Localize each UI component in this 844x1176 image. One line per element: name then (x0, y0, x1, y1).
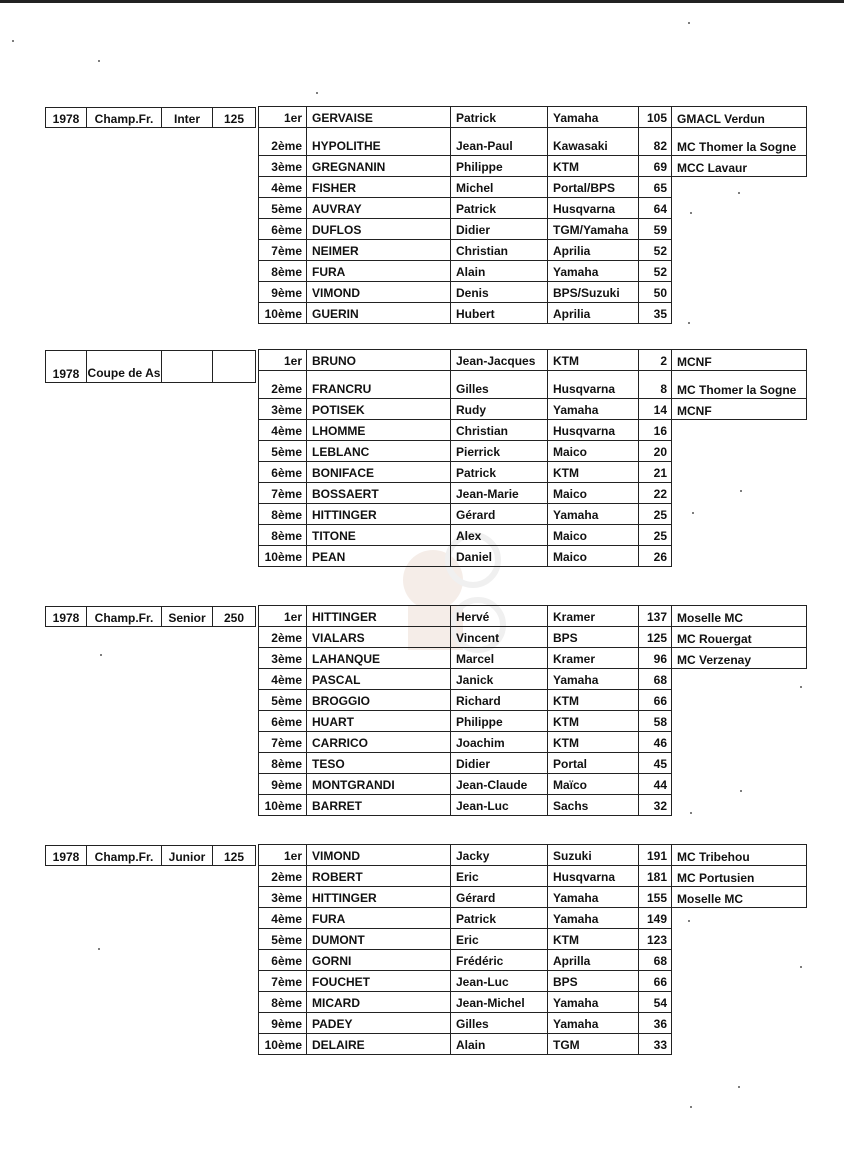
make-cell: Portal/BPS (547, 176, 639, 198)
scan-speck (688, 920, 690, 922)
year-cell: 1978 (45, 107, 87, 128)
scan-speck (800, 966, 802, 968)
points-cell: 50 (638, 281, 672, 303)
first-name-cell: Vincent (450, 626, 548, 648)
points-cell: 58 (638, 710, 672, 732)
table-row (259, 866, 807, 887)
table-row (259, 462, 672, 483)
rank-cell: 4ème (258, 668, 307, 690)
rank-cell: 8ème (258, 524, 307, 546)
rank-cell: 3ème (258, 886, 307, 908)
table-row (259, 1013, 672, 1034)
points-cell: 25 (638, 503, 672, 525)
first-name-cell: Alex (450, 524, 548, 546)
rank-cell: 4ème (258, 907, 307, 929)
points-cell: 64 (638, 197, 672, 219)
make-cell: TGM (547, 1033, 639, 1055)
rank-cell: 10ème (258, 1033, 307, 1055)
last-name-cell: FOUCHET (306, 970, 451, 992)
first-name-cell: Hervé (450, 605, 548, 627)
points-cell: 82 (638, 127, 672, 156)
last-name-cell: DUMONT (306, 928, 451, 950)
last-name-cell: HITTINGER (306, 503, 451, 525)
first-name-cell: Didier (450, 752, 548, 774)
last-name-cell: PASCAL (306, 668, 451, 690)
points-cell: 137 (638, 605, 672, 627)
first-name-cell: Marcel (450, 647, 548, 669)
table-row (259, 627, 807, 648)
first-name-cell: Jean-Claude (450, 773, 548, 795)
points-cell: 35 (638, 302, 672, 324)
table-row (259, 845, 807, 866)
table-row (259, 546, 672, 567)
first-name-cell: Patrick (450, 907, 548, 929)
club-cell: Moselle MC (671, 886, 807, 908)
points-cell: 191 (638, 844, 672, 866)
last-name-cell: LHOMME (306, 419, 451, 441)
rank-cell: 3ème (258, 398, 307, 420)
last-name-cell: TESO (306, 752, 451, 774)
points-cell: 2 (638, 349, 672, 371)
points-cell: 8 (638, 370, 672, 399)
table-row (259, 350, 807, 371)
last-name-cell: FURA (306, 907, 451, 929)
table-row (259, 669, 672, 690)
club-cell: MCNF (671, 349, 807, 371)
last-name-cell: ROBERT (306, 865, 451, 887)
points-cell: 21 (638, 461, 672, 483)
make-cell: KTM (547, 461, 639, 483)
last-name-cell: PADEY (306, 1012, 451, 1034)
rank-cell: 8ème (258, 991, 307, 1013)
last-name-cell: BARRET (306, 794, 451, 816)
first-name-cell: Alain (450, 1033, 548, 1055)
points-cell: 36 (638, 1012, 672, 1034)
points-cell: 96 (638, 647, 672, 669)
rank-cell: 1er (258, 605, 307, 627)
table-row (259, 887, 807, 908)
points-cell: 14 (638, 398, 672, 420)
last-name-cell: CARRICO (306, 731, 451, 753)
rank-cell: 6ème (258, 949, 307, 971)
rank-cell: 2ème (258, 626, 307, 648)
points-cell: 54 (638, 991, 672, 1013)
last-name-cell: VIMOND (306, 281, 451, 303)
make-cell: BPS/Suzuki (547, 281, 639, 303)
make-cell: Aprilia (547, 239, 639, 261)
rank-cell: 5ème (258, 197, 307, 219)
table-row (259, 128, 807, 156)
first-name-cell: Jean-Luc (450, 794, 548, 816)
make-cell: Yamaha (547, 991, 639, 1013)
points-cell: 52 (638, 239, 672, 261)
rank-cell: 8ème (258, 503, 307, 525)
scan-speck (800, 686, 802, 688)
table-row (259, 606, 807, 627)
rank-cell: 3ème (258, 155, 307, 177)
rank-cell: 1er (258, 349, 307, 371)
make-cell: Husqvarna (547, 197, 639, 219)
points-cell: 68 (638, 949, 672, 971)
points-cell: 16 (638, 419, 672, 441)
rank-cell: 7ème (258, 482, 307, 504)
last-name-cell: HYPOLITHE (306, 127, 451, 156)
points-cell: 52 (638, 260, 672, 282)
make-cell: Sachs (547, 794, 639, 816)
first-name-cell: Jean-Marie (450, 482, 548, 504)
last-name-cell: POTISEK (306, 398, 451, 420)
class-cell: 250 (212, 606, 256, 627)
first-name-cell: Jean-Michel (450, 991, 548, 1013)
scan-speck (738, 192, 740, 194)
club-cell: Moselle MC (671, 605, 807, 627)
rank-cell: 4ème (258, 176, 307, 198)
points-cell: 181 (638, 865, 672, 887)
rank-cell: 8ème (258, 260, 307, 282)
last-name-cell: BRUNO (306, 349, 451, 371)
table-row (259, 971, 672, 992)
rank-cell: 5ème (258, 689, 307, 711)
first-name-cell: Gilles (450, 1012, 548, 1034)
first-name-cell: Daniel (450, 545, 548, 567)
last-name-cell: TITONE (306, 524, 451, 546)
points-cell: 46 (638, 731, 672, 753)
points-cell: 25 (638, 524, 672, 546)
table-row (259, 282, 672, 303)
last-name-cell: FURA (306, 260, 451, 282)
points-cell: 123 (638, 928, 672, 950)
top-border-line (0, 0, 844, 3)
event-cell: Coupe de As (86, 350, 162, 383)
make-cell: Maïco (547, 773, 639, 795)
scan-speck (12, 40, 14, 42)
table-row (259, 908, 672, 929)
table-row (259, 420, 672, 441)
make-cell: Yamaha (547, 398, 639, 420)
make-cell: BPS (547, 970, 639, 992)
make-cell: BPS (547, 626, 639, 648)
first-name-cell: Denis (450, 281, 548, 303)
points-cell: 105 (638, 106, 672, 128)
scan-speck (316, 92, 318, 94)
rank-cell: 10ème (258, 302, 307, 324)
make-cell: KTM (547, 731, 639, 753)
rank-cell: 5ème (258, 928, 307, 950)
make-cell: Yamaha (547, 668, 639, 690)
scan-speck (690, 212, 692, 214)
first-name-cell: Patrick (450, 461, 548, 483)
first-name-cell: Frédéric (450, 949, 548, 971)
make-cell: KTM (547, 349, 639, 371)
last-name-cell: BONIFACE (306, 461, 451, 483)
last-name-cell: GUERIN (306, 302, 451, 324)
club-cell: GMACL Verdun (671, 106, 807, 128)
make-cell: Suzuki (547, 844, 639, 866)
first-name-cell: Jacky (450, 844, 548, 866)
table-row (259, 261, 672, 282)
club-cell: MC Verzenay (671, 647, 807, 669)
first-name-cell: Jean-Jacques (450, 349, 548, 371)
last-name-cell: LAHANQUE (306, 647, 451, 669)
table-row (259, 992, 672, 1013)
rank-cell: 9ème (258, 1012, 307, 1034)
make-cell: Husqvarna (547, 370, 639, 399)
make-cell: KTM (547, 710, 639, 732)
points-cell: 20 (638, 440, 672, 462)
first-name-cell: Rudy (450, 398, 548, 420)
make-cell: Maico (547, 482, 639, 504)
first-name-cell: Philippe (450, 710, 548, 732)
table-row (259, 929, 672, 950)
scan-speck (740, 790, 742, 792)
make-cell: Husqvarna (547, 865, 639, 887)
club-cell: MC Portusien (671, 865, 807, 887)
first-name-cell: Jean-Luc (450, 970, 548, 992)
rank-cell: 8ème (258, 752, 307, 774)
scan-speck (98, 60, 100, 62)
last-name-cell: DELAIRE (306, 1033, 451, 1055)
points-cell: 68 (638, 668, 672, 690)
first-name-cell: Hubert (450, 302, 548, 324)
last-name-cell: HUART (306, 710, 451, 732)
first-name-cell: Christian (450, 419, 548, 441)
category-cell: Junior (161, 845, 213, 866)
first-name-cell: Gérard (450, 886, 548, 908)
rank-cell: 3ème (258, 647, 307, 669)
section-header (46, 350, 256, 382)
make-cell: Husqvarna (547, 419, 639, 441)
rank-cell: 2ème (258, 370, 307, 399)
last-name-cell: HITTINGER (306, 886, 451, 908)
make-cell: TGM/Yamaha (547, 218, 639, 240)
make-cell: Maico (547, 524, 639, 546)
scan-speck (690, 812, 692, 814)
make-cell: Aprilia (547, 302, 639, 324)
last-name-cell: DUFLOS (306, 218, 451, 240)
table-row (259, 303, 672, 324)
points-cell: 149 (638, 907, 672, 929)
table-row (259, 177, 672, 198)
club-cell: MCC Lavaur (671, 155, 807, 177)
rank-cell: 7ème (258, 970, 307, 992)
first-name-cell: Eric (450, 865, 548, 887)
rank-cell: 6ème (258, 218, 307, 240)
first-name-cell: Joachim (450, 731, 548, 753)
table-row (259, 1034, 672, 1055)
rank-cell: 10ème (258, 794, 307, 816)
first-name-cell: Patrick (450, 197, 548, 219)
first-name-cell: Patrick (450, 106, 548, 128)
last-name-cell: GORNI (306, 949, 451, 971)
make-cell: KTM (547, 928, 639, 950)
category-cell: Senior (161, 606, 213, 627)
make-cell: Aprilla (547, 949, 639, 971)
rank-cell: 6ème (258, 710, 307, 732)
scan-speck (688, 322, 690, 324)
rank-cell: 10ème (258, 545, 307, 567)
make-cell: Kramer (547, 647, 639, 669)
first-name-cell: Michel (450, 176, 548, 198)
points-cell: 33 (638, 1033, 672, 1055)
points-cell: 22 (638, 482, 672, 504)
first-name-cell: Richard (450, 689, 548, 711)
last-name-cell: MONTGRANDI (306, 773, 451, 795)
table-row (259, 371, 807, 399)
make-cell: Yamaha (547, 1012, 639, 1034)
scan-speck (692, 512, 694, 514)
section-header (46, 606, 256, 627)
class-cell: 125 (212, 107, 256, 128)
first-name-cell: Eric (450, 928, 548, 950)
event-cell: Champ.Fr. (86, 845, 162, 866)
make-cell: Yamaha (547, 886, 639, 908)
make-cell: Yamaha (547, 106, 639, 128)
section-header (46, 845, 256, 866)
club-cell: MCNF (671, 398, 807, 420)
scan-speck (100, 654, 102, 656)
make-cell: KTM (547, 155, 639, 177)
first-name-cell: Alain (450, 260, 548, 282)
make-cell: Yamaha (547, 260, 639, 282)
last-name-cell: NEIMER (306, 239, 451, 261)
scan-speck (690, 1106, 692, 1108)
table-row (259, 399, 807, 420)
make-cell: Kawasaki (547, 127, 639, 156)
first-name-cell: Didier (450, 218, 548, 240)
scan-speck (688, 22, 690, 24)
first-name-cell: Jean-Paul (450, 127, 548, 156)
first-name-cell: Christian (450, 239, 548, 261)
scan-speck (738, 1086, 740, 1088)
table-row (259, 732, 672, 753)
points-cell: 32 (638, 794, 672, 816)
points-cell: 155 (638, 886, 672, 908)
table-row (259, 156, 807, 177)
first-name-cell: Gilles (450, 370, 548, 399)
points-cell: 125 (638, 626, 672, 648)
category-cell (161, 350, 213, 383)
event-cell: Champ.Fr. (86, 606, 162, 627)
table-row (259, 795, 672, 816)
make-cell: Yamaha (547, 907, 639, 929)
table-row (259, 504, 672, 525)
scan-speck (740, 490, 742, 492)
table-row (259, 648, 807, 669)
last-name-cell: PEAN (306, 545, 451, 567)
points-cell: 69 (638, 155, 672, 177)
points-cell: 26 (638, 545, 672, 567)
table-row (259, 219, 672, 240)
table-row (259, 711, 672, 732)
table-row (259, 753, 672, 774)
first-name-cell: Pierrick (450, 440, 548, 462)
class-cell: 125 (212, 845, 256, 866)
make-cell: Yamaha (547, 503, 639, 525)
last-name-cell: FISHER (306, 176, 451, 198)
first-name-cell: Philippe (450, 155, 548, 177)
last-name-cell: FRANCRU (306, 370, 451, 399)
category-cell: Inter (161, 107, 213, 128)
section-header (46, 107, 256, 128)
table-row (259, 950, 672, 971)
last-name-cell: LEBLANC (306, 440, 451, 462)
rank-cell: 2ème (258, 865, 307, 887)
table-row (259, 441, 672, 462)
table-row (259, 198, 672, 219)
table-row (259, 774, 672, 795)
table-row (259, 690, 672, 711)
last-name-cell: GERVAISE (306, 106, 451, 128)
last-name-cell: BROGGIO (306, 689, 451, 711)
year-cell: 1978 (45, 845, 87, 866)
table-row (259, 240, 672, 261)
club-cell: MC Rouergat (671, 626, 807, 648)
make-cell: Maico (547, 545, 639, 567)
club-cell: MC Thomer la Sogne (671, 370, 807, 399)
make-cell: Portal (547, 752, 639, 774)
points-cell: 44 (638, 773, 672, 795)
last-name-cell: HITTINGER (306, 605, 451, 627)
last-name-cell: AUVRAY (306, 197, 451, 219)
points-cell: 59 (638, 218, 672, 240)
scan-speck (98, 948, 100, 950)
table-row (259, 107, 807, 128)
make-cell: Maico (547, 440, 639, 462)
points-cell: 45 (638, 752, 672, 774)
class-cell (212, 350, 256, 383)
first-name-cell: Gérard (450, 503, 548, 525)
make-cell: Kramer (547, 605, 639, 627)
rank-cell: 9ème (258, 281, 307, 303)
rank-cell: 5ème (258, 440, 307, 462)
club-cell: MC Thomer la Sogne (671, 127, 807, 156)
rank-cell: 2ème (258, 127, 307, 156)
first-name-cell: Janick (450, 668, 548, 690)
year-cell: 1978 (45, 350, 87, 383)
rank-cell: 1er (258, 106, 307, 128)
last-name-cell: MICARD (306, 991, 451, 1013)
points-cell: 65 (638, 176, 672, 198)
last-name-cell: VIALARS (306, 626, 451, 648)
club-cell: MC Tribehou (671, 844, 807, 866)
last-name-cell: GREGNANIN (306, 155, 451, 177)
rank-cell: 7ème (258, 239, 307, 261)
rank-cell: 9ème (258, 773, 307, 795)
rank-cell: 6ème (258, 461, 307, 483)
table-row (259, 525, 672, 546)
year-cell: 1978 (45, 606, 87, 627)
rank-cell: 1er (258, 844, 307, 866)
rank-cell: 4ème (258, 419, 307, 441)
last-name-cell: VIMOND (306, 844, 451, 866)
rank-cell: 7ème (258, 731, 307, 753)
last-name-cell: BOSSAERT (306, 482, 451, 504)
points-cell: 66 (638, 689, 672, 711)
table-row (259, 483, 672, 504)
event-cell: Champ.Fr. (86, 107, 162, 128)
make-cell: KTM (547, 689, 639, 711)
points-cell: 66 (638, 970, 672, 992)
